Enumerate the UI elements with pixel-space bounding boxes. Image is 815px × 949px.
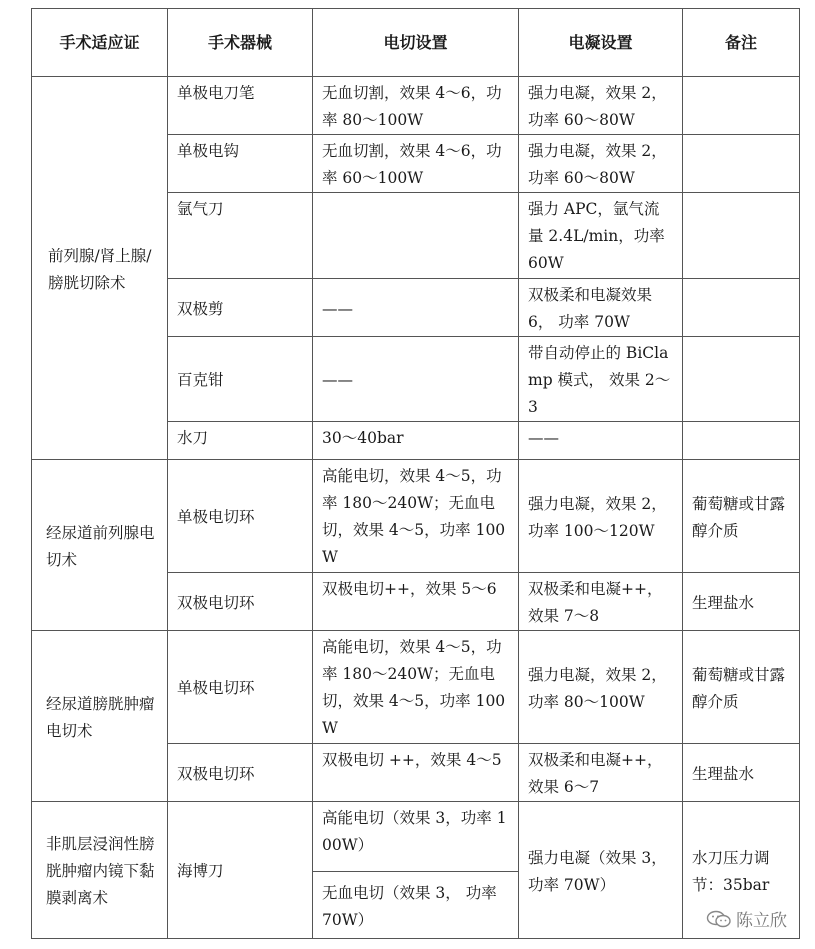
header-row xyxy=(32,9,800,77)
instrument-cell: 双极电切环 xyxy=(168,744,313,802)
instrument-cell: 水刀 xyxy=(168,422,313,460)
table-row xyxy=(32,631,800,744)
instrument-cell: 单极电刀笔 xyxy=(168,77,313,135)
cut-setting-cell: 30～40bar xyxy=(313,422,519,460)
coag-setting-cell: 带自动停止的 BiClamp 模式， 效果 2～3 xyxy=(519,337,683,422)
coag-setting-cell: 强力电凝，效果 2，功率 60～80W xyxy=(519,135,683,193)
note-cell xyxy=(683,279,800,337)
indication-cell: 经尿道前列腺电切术 xyxy=(32,460,168,631)
note-cell: 水刀压力调节：35bar xyxy=(683,802,800,939)
cut-setting-cell xyxy=(313,193,519,279)
header-cut-setting: 电切设置 xyxy=(313,9,519,77)
header-coag-setting: 电凝设置 xyxy=(519,9,683,77)
cut-setting-cell: 双极电切++，效果 5～6 xyxy=(313,573,519,631)
cut-setting-cell: 高能电切，效果 4～5，功率 180～240W；无血电切，效果 4～5，功率 100W xyxy=(313,460,519,573)
table-row xyxy=(32,77,800,135)
cut-setting-cell: —— xyxy=(313,337,519,422)
instrument-cell: 双极剪 xyxy=(168,279,313,337)
note-cell: 葡萄糖或甘露醇介质 xyxy=(683,631,800,744)
instrument-cell: 单极电切环 xyxy=(168,631,313,744)
instrument-cell: 单极电钩 xyxy=(168,135,313,193)
cut-setting-cell: 高能电切（效果 3，功率 100W） xyxy=(313,802,519,872)
instrument-cell: 氩气刀 xyxy=(168,193,313,279)
watermark xyxy=(706,906,787,931)
cut-setting-cell: 无血切割，效果 4～6，功率 60～100W xyxy=(313,135,519,193)
header-note: 备注 xyxy=(683,9,800,77)
note-cell: 葡萄糖或甘露醇介质 xyxy=(683,460,800,573)
coag-setting-cell: 双极柔和电凝++，效果 6～7 xyxy=(519,744,683,802)
indication-cell: 非肌层浸润性膀胱肿瘤内镜下黏膜剥离术 xyxy=(32,802,168,939)
indication-cell: 前列腺/肾上腺/膀胱切除术 xyxy=(32,77,168,460)
note-cell: 生理盐水 xyxy=(683,744,800,802)
note-cell: 生理盐水 xyxy=(683,573,800,631)
instrument-cell: 双极电切环 xyxy=(168,573,313,631)
cut-setting-cell: 无血电切（效果 3， 功率 70W） xyxy=(313,872,519,939)
cut-setting-cell: 高能电切，效果 4～5，功率 180～240W；无血电切，效果 4～5，功率 100W xyxy=(313,631,519,744)
coag-setting-cell: 强力 APC，氩气流量 2.4L/min，功率 60W xyxy=(519,193,683,279)
coag-setting-cell: —— xyxy=(519,422,683,460)
header-instrument: 手术器械 xyxy=(168,9,313,77)
note-cell xyxy=(683,337,800,422)
coag-setting-cell: 双极柔和电凝效果 6， 功率 70W xyxy=(519,279,683,337)
cut-setting-cell: 无血切割，效果 4～6，功率 80～100W xyxy=(313,77,519,135)
coag-setting-cell: 强力电凝，效果 2，功率 100～120W xyxy=(519,460,683,573)
indication-cell: 经尿道膀胱肿瘤电切术 xyxy=(32,631,168,802)
note-cell xyxy=(683,135,800,193)
note-cell xyxy=(683,193,800,279)
note-cell xyxy=(683,77,800,135)
coag-setting-cell: 强力电凝，效果 2，功率 60～80W xyxy=(519,77,683,135)
instrument-cell: 单极电切环 xyxy=(168,460,313,573)
instrument-cell: 百克钳 xyxy=(168,337,313,422)
coag-setting-cell: 强力电凝，效果 2，功率 80～100W xyxy=(519,631,683,744)
cut-setting-cell: 双极电切 ++，效果 4～5 xyxy=(313,744,519,802)
watermark-text: 陈立欣 xyxy=(736,911,787,931)
table-row xyxy=(32,460,800,573)
wechat-logo-icon xyxy=(706,910,732,928)
instrument-cell: 海博刀 xyxy=(168,802,313,939)
cut-setting-cell: —— xyxy=(313,279,519,337)
table-row xyxy=(32,802,800,872)
coag-setting-cell: 双极柔和电凝++，效果 7～8 xyxy=(519,573,683,631)
coag-setting-cell: 强力电凝（效果 3，功率 70W） xyxy=(519,802,683,939)
electrosurgical-settings-table xyxy=(31,8,800,939)
note-cell xyxy=(683,422,800,460)
header-indication: 手术适应证 xyxy=(32,9,168,77)
